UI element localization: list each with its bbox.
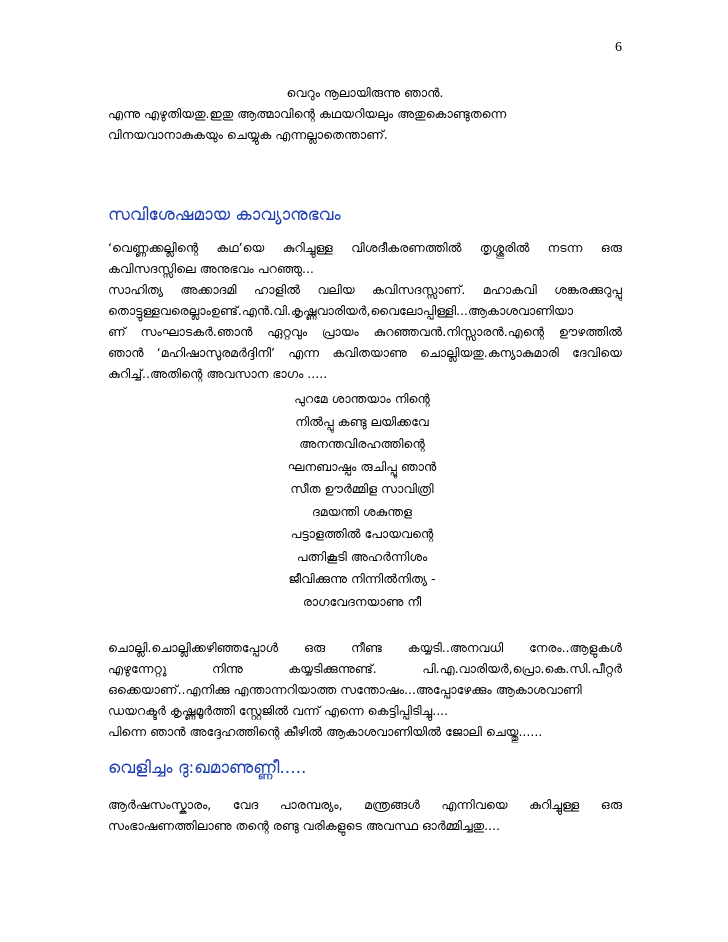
word: വിശദീകരണത്തിൽ — [351, 240, 462, 255]
word: വേദ — [232, 797, 259, 812]
word: ണ് — [108, 324, 126, 339]
page-content — [108, 82, 622, 836]
word: കുറിച്ചുള്ള — [529, 797, 580, 812]
para2-line-5: കുറിച്ച്..അതിന്റെ അവസാന ഭാഗം ..... — [108, 366, 328, 381]
section2-line-2: സംഭാഷണത്തിലാണു തന്റെ രണ്ടു വരികളുടെ അവസ്ഥ ഓർമ്മിച്ചതു.... — [108, 818, 501, 833]
poem-line: പുറമേ ശാന്തയാം നിന്റെ — [294, 391, 430, 406]
poem-block — [102, 388, 622, 613]
section-heading-1: സവിശേഷമായ കാവ്യാനുഭവം — [108, 205, 341, 225]
after-poem-line-3: ഒക്കെയാണ്..എനിക്കു എന്താന്നറിയാത്ത സന്തോഷം...അപ്പോഴേക്കും ആകാശവാണി — [108, 682, 582, 697]
section2-line-1 — [108, 794, 622, 815]
word: ഒരു — [600, 797, 622, 812]
word: ഏറ്റവും — [267, 324, 308, 339]
poem-line: അനന്തവിരഹത്തിന്റെ — [299, 436, 425, 451]
para1-line-1 — [108, 237, 622, 258]
poem-line: സീത ഊർമ്മിള സാവിത്രി — [290, 481, 434, 496]
word: തൃശ്ശൂരിൽ — [479, 240, 530, 255]
word: നീണ്ട — [351, 640, 382, 655]
word: കയ്യടിക്കുന്നുണ്ട്. — [288, 661, 377, 676]
word: ഞാൻ — [108, 345, 144, 360]
word: എഴുന്നേറ്റു — [108, 661, 167, 676]
word: ഊഴത്തിൽ — [558, 324, 622, 339]
word: എന്ന — [288, 345, 320, 360]
word: കവിസദസ്സാണ്. — [371, 282, 466, 297]
word: ശങ്കരക്കുറുപ്പു — [554, 282, 622, 297]
word: എന്നിവയെ — [441, 797, 508, 812]
word: നേരം..ആളുകൾ — [529, 640, 622, 655]
para1-line-2: കവിസദസ്സിലെ അനുഭവം പറഞ്ഞു... — [108, 261, 314, 276]
word: ആർഷസംസ്കാരം, — [108, 797, 212, 812]
poem-line: പത്നികൂടി അഹർന്നിശം — [296, 548, 428, 564]
word: സംഘാടകർ.ഞാൻ — [140, 324, 253, 339]
word: അക്കാദമി — [180, 282, 237, 297]
para2-line-4 — [108, 342, 622, 363]
word: നിന്നു — [211, 661, 243, 676]
poem-line: നിൽപ്പു കണ്ടു ലയിക്കവേ — [295, 413, 429, 429]
word: ഹാളിൽ — [253, 282, 301, 297]
para2-line-2: തൊട്ടുള്ളവരെല്ലാംഉണ്ട്.എൻ.വി.കൃഷ്ണവാരിയർ,വൈലോപ്പിള്ളി...ആകാശവാണിയാ — [108, 303, 574, 318]
word: ഒരു — [303, 640, 326, 655]
word: ദേവിയെ — [572, 345, 622, 360]
word: ഒരു — [600, 240, 622, 255]
word: പി.എ.വാരിയർ,പ്രൊ.കെ.സി.പീറ്റർ — [422, 661, 622, 676]
word: മഹാകവി — [482, 282, 537, 297]
word: ‘വെണ്ണക്കല്ലിന്റെ — [108, 240, 199, 255]
poem-line: ഘനബാഷ്പം രുചിപ്പൂ ഞാൻ — [287, 458, 437, 474]
intro-line-3: വിനയവാനാകുകയും ചെയ്യുക എന്നല്ലാതെന്താണ്. — [108, 127, 388, 142]
word: വലിയ — [317, 282, 355, 297]
poem-line: ജീവിക്കുന്നു നിന്നിൽനിത്യ - — [288, 571, 436, 586]
page-number: 6 — [615, 40, 622, 55]
after-poem-line-2 — [108, 658, 622, 679]
intro-line-1: വെറും നൂലായിരുന്നു ഞാൻ. — [286, 85, 444, 100]
word: കയ്യടി..അനവധി — [407, 640, 504, 655]
after-poem-line-4: ഡയറക്ടർ കൃഷ്ണമൂർത്തി സ്റ്റേജിൽ വന്ന് എന്നെ കെട്ടിപ്പിടിച്ചു.... — [108, 703, 449, 718]
para2-line-1 — [108, 279, 622, 300]
poem-line: രാഗവേദനയാണു നീ — [302, 593, 422, 609]
word: ചൊല്ലിയതു.കന്യാകുമാരി — [420, 345, 559, 360]
word: കുറഞ്ഞവൻ.നിസ്സാരൻ.എന്റെ — [373, 324, 545, 339]
intro-line-2: എന്നു എഴുതിയതു.ഇതു ആത്മാവിന്റെ കഥയറിയലും അതുകൊണ്ടുതന്നെ — [108, 106, 507, 121]
para2-line-3 — [108, 321, 622, 342]
word: പ്രായം — [321, 324, 359, 339]
word: മന്ത്രങ്ങൾ — [364, 797, 420, 812]
after-poem-line-5: പിന്നെ ഞാൻ അദ്ദേഹത്തിന്റെ കീഴിൽ ആകാശവാണിയിൽ ജോലി ചെയ്തു...... — [108, 724, 543, 739]
word: സാഹിത്യ — [108, 282, 164, 297]
poem-line: ദമയന്തി ശകുന്തള — [312, 503, 412, 519]
word: കുറിച്ചുള്ള — [282, 240, 333, 255]
word: കഥ’യെ — [216, 240, 265, 255]
word: ‘മഹിഷാസുരമർദ്ദിനി’ — [156, 345, 276, 360]
poem-line: പട്ടാളത്തിൽ പോയവന്റെ — [290, 526, 434, 541]
section-heading-2: വെളിച്ചം ദു:ഖമാണുണ്ണീ..... — [108, 758, 307, 778]
after-poem-line-1 — [108, 637, 622, 658]
word: കവിതയാണു — [332, 345, 407, 360]
word: പാരമ്പര്യം, — [279, 797, 343, 812]
word: ചൊല്ലി.ചൊല്ലിക്കഴിഞ്ഞപ്പോൾ — [108, 640, 279, 655]
word: നടന്ന — [547, 240, 583, 255]
